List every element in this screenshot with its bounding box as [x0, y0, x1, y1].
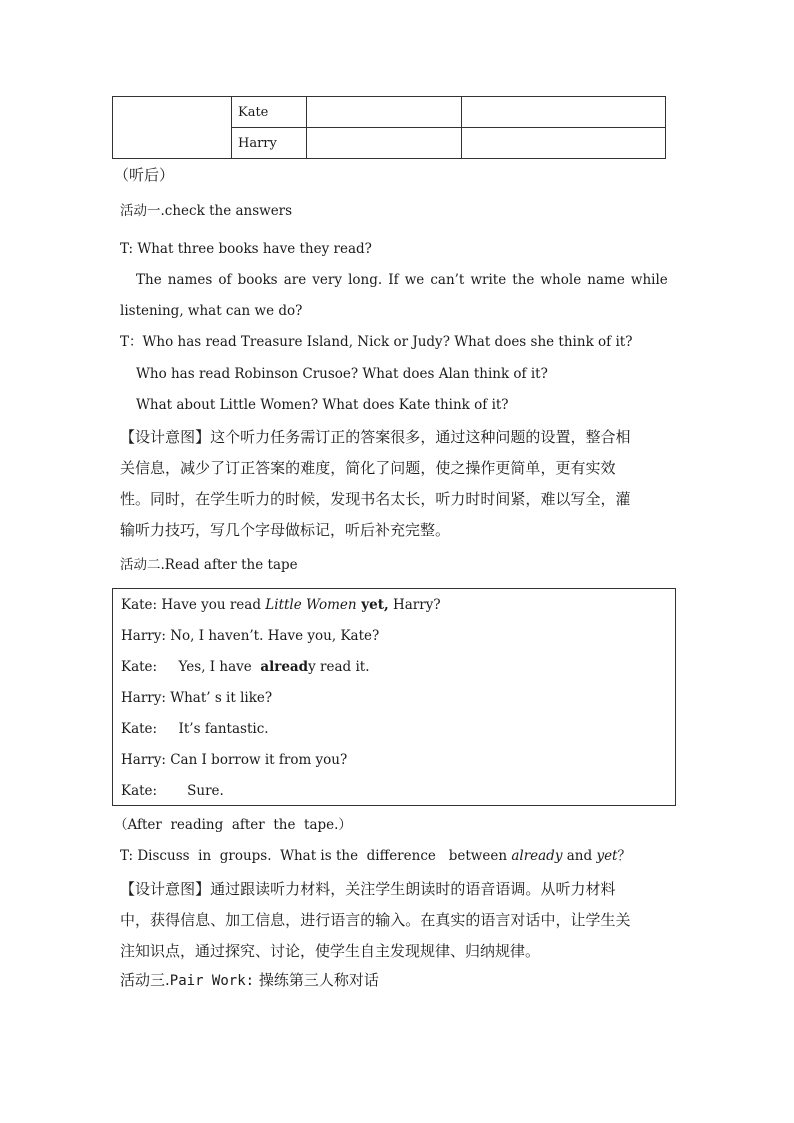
keyword-already: already: [511, 848, 563, 864]
paragraph-line: 输听力技巧，写几个字母做标记，听后补充完整。: [120, 521, 451, 539]
dialog-box: [112, 588, 676, 806]
word: name: [587, 272, 625, 288]
dialog-line: Kate: Sure.: [121, 783, 224, 799]
dialog-line: [121, 599, 441, 613]
table-cell-empty: [113, 97, 232, 159]
dialog-text: Kate: Have you read: [121, 597, 266, 613]
dialog-line: [121, 661, 370, 675]
table-cell-name: Harry: [232, 128, 307, 159]
question-line-justified: [136, 274, 668, 288]
word: If: [388, 272, 399, 288]
paragraph-line: 关信息，减少了订正答案的难度，简化了问题，使之操作更简单，更有实效: [120, 459, 616, 477]
paragraph-line: 【设计意图】这个听力任务需订正的答案很多，通过这种问题的设置，整合相: [120, 428, 631, 446]
word: write: [470, 272, 507, 288]
table-cell: [307, 97, 462, 128]
word: can’t: [430, 272, 465, 288]
dialog-line: Kate: It’s fantastic.: [121, 721, 269, 737]
design-intent-paragraph: [120, 874, 668, 967]
word: the: [512, 272, 535, 288]
dialog-bold-word: alread: [260, 659, 309, 675]
table-cell-name: Kate: [232, 97, 307, 128]
dialog-italic-title: Little Women: [265, 597, 357, 613]
word: The: [136, 272, 162, 288]
word: we: [404, 272, 425, 288]
question-line: listening, what can we do?: [120, 303, 303, 319]
keyword-yet: yet: [596, 848, 618, 864]
dialog-line: Harry: No, I haven’t. Have you, Kate?: [121, 628, 380, 644]
question-line: T：Who has read Treasure Island, Nick or Judy? What does she think of it?: [120, 334, 633, 350]
word: long.: [348, 272, 383, 288]
paragraph-line: 性。同时，在学生听力的时候，发现书名太长，听力时时间紧，难以写全，灌: [120, 490, 631, 508]
word: of: [218, 272, 232, 288]
activity3-title: [120, 973, 379, 988]
question-line: What about Little Women? What does Kate think of it?: [136, 397, 509, 413]
dialog-line: Harry: Can I borrow it from you?: [121, 752, 348, 768]
table-row: [113, 97, 666, 128]
paragraph-line: 中，获得信息、加工信息，进行语言的输入。在真实的语言对话中，让学生关: [120, 911, 631, 929]
question-line: T: What three books have they read?: [120, 241, 372, 257]
after-tape-note: （After reading after the tape.）: [114, 817, 352, 833]
dialog-bold-word: yet,: [356, 597, 389, 613]
question-line: Who has read Robinson Crusoe? What does Alan think of it?: [136, 366, 548, 382]
word: whole: [540, 272, 582, 288]
activity3-suffix: 操练第三人称对话: [254, 971, 379, 989]
paragraph-line: 注知识点，通过探究、讨论，使学生自主发现规律、归纳规律。: [120, 942, 541, 960]
table-cell: [307, 128, 462, 159]
discussion-question: [120, 850, 631, 864]
after-listening-label: （听后）: [114, 166, 175, 184]
dialog-text: Harry?: [388, 597, 441, 613]
activity3-pairwork: Pair Work:: [169, 973, 255, 989]
activity3-prefix: 活动三.: [120, 971, 170, 989]
activity1-title: 活动一.check the answers: [120, 203, 293, 219]
design-intent-paragraph: [120, 422, 668, 546]
activity2-title: 活动二.Read after the tape: [120, 557, 298, 573]
discussion-text: T: Discuss in groups. What is the difference between: [120, 848, 512, 864]
listening-table: [112, 96, 666, 159]
table-cell: [462, 97, 666, 128]
discussion-text: ？: [617, 848, 631, 864]
word: names: [167, 272, 213, 288]
paragraph-line: 【设计意图】通过跟读听力材料，关注学生朗读时的语音语调。从听力材料: [120, 880, 616, 898]
dialog-text: y read it.: [308, 659, 370, 675]
word: are: [283, 272, 307, 288]
discussion-text: and: [562, 848, 597, 864]
word: books: [237, 272, 278, 288]
word: while: [630, 272, 668, 288]
table-cell: [462, 128, 666, 159]
dialog-line: Harry: What’ s it like?: [121, 690, 273, 706]
word: very: [312, 272, 342, 288]
dialog-text: Kate: Yes, I have: [121, 659, 261, 675]
